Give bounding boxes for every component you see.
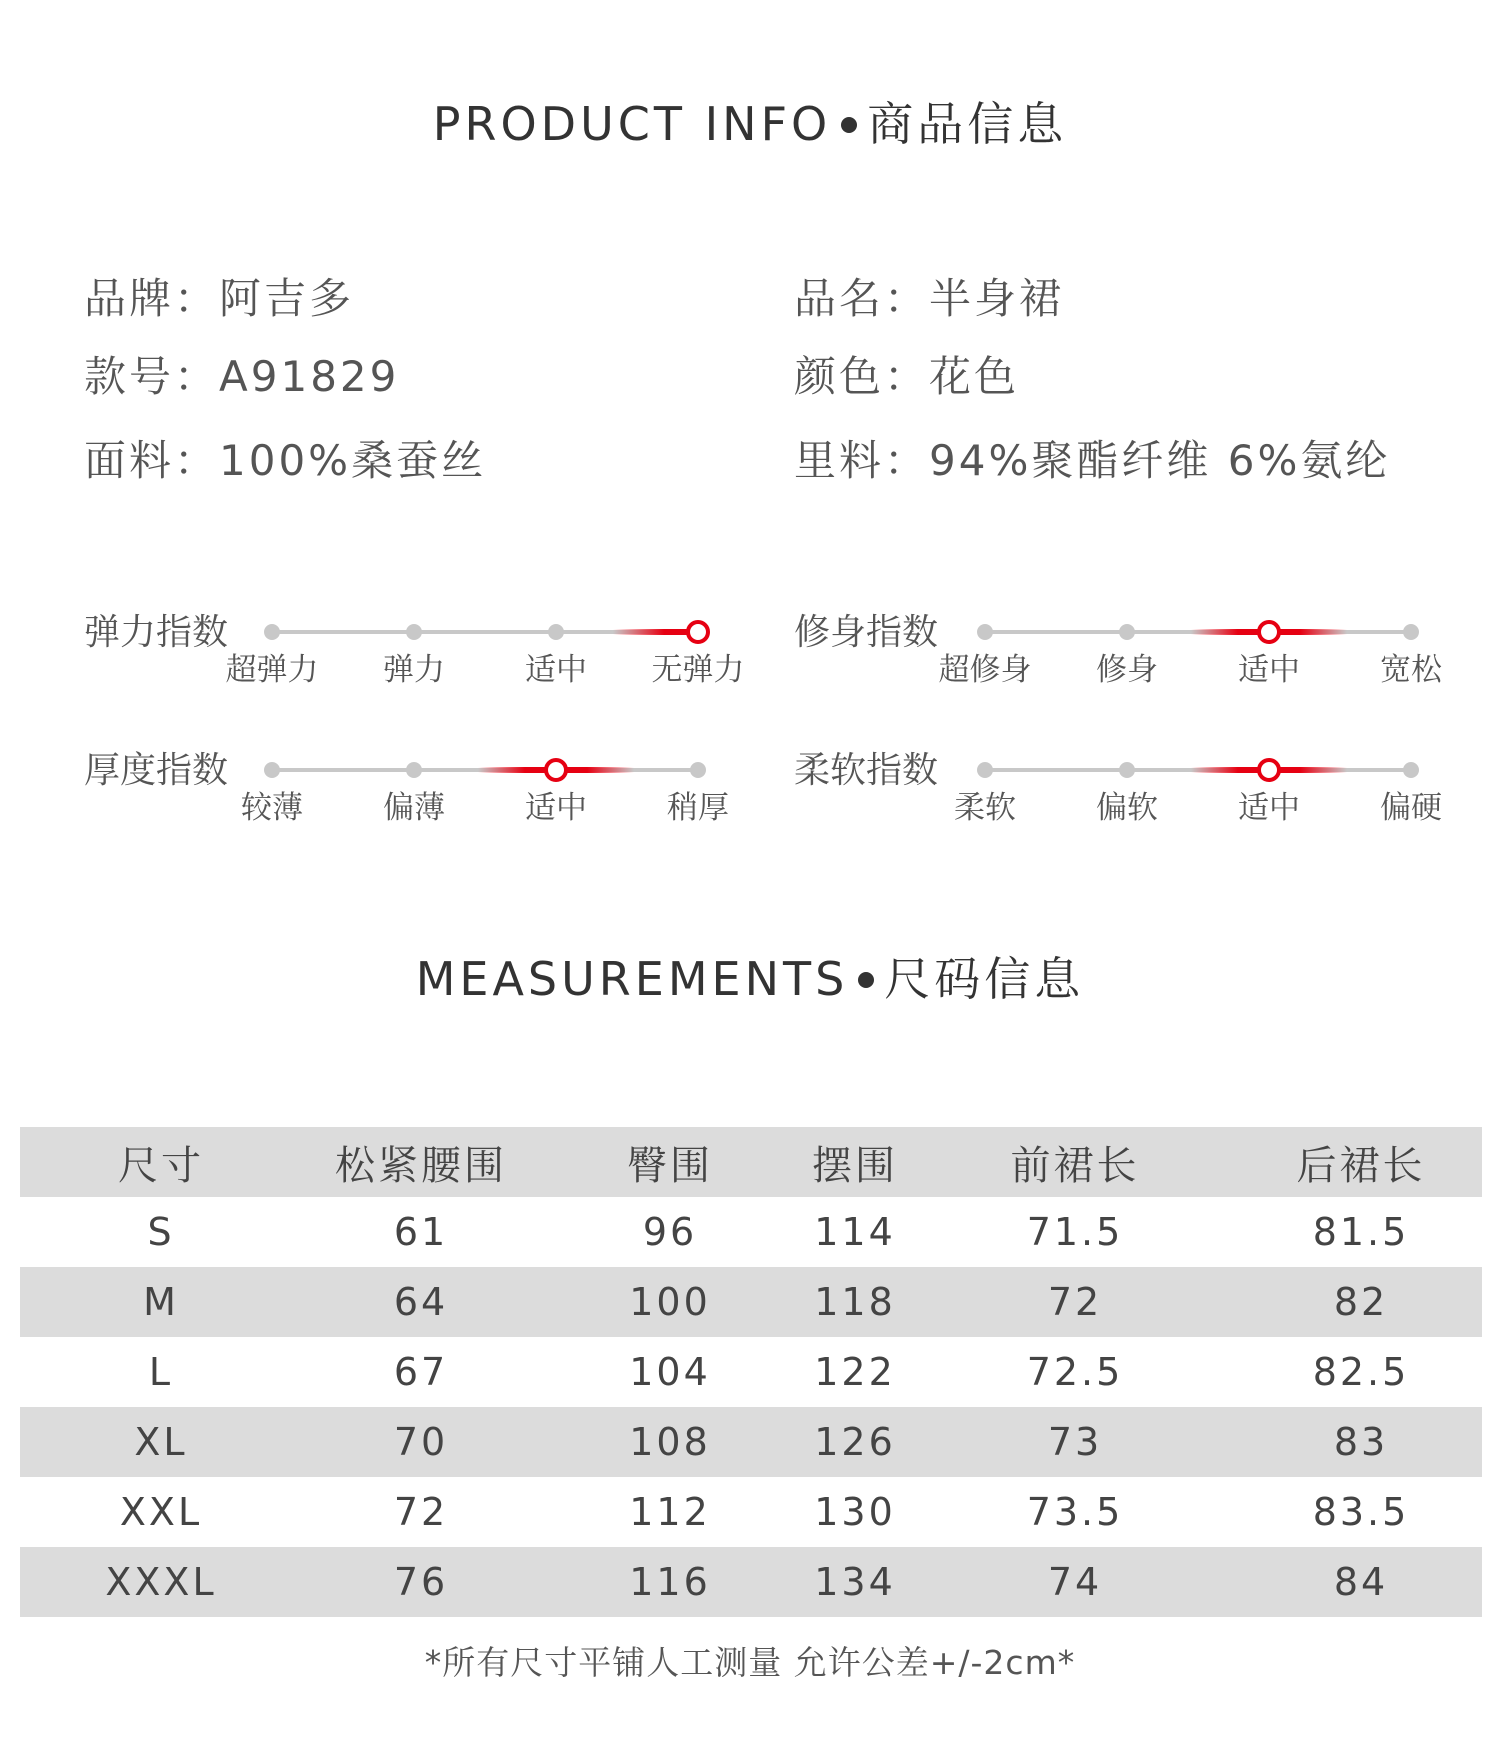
scale-point [977, 762, 993, 778]
info-value: 100%桑蚕丝 [219, 436, 487, 485]
scale-option-label: 适中 [1238, 790, 1300, 826]
header-front-length: 前裙长 [1010, 1142, 1140, 1189]
table-cell: 104 [629, 1350, 711, 1394]
info-label: 品名： [794, 274, 930, 323]
scale-point [264, 762, 280, 778]
table-cell: 83 [1333, 1420, 1389, 1464]
info-fabric [84, 428, 486, 488]
table-row [20, 1267, 1482, 1337]
table-row [20, 1547, 1482, 1617]
scale-option-label: 适中 [525, 790, 587, 826]
scale-point [406, 624, 422, 640]
scale-option-label: 无弹力 [651, 652, 745, 688]
info-color [794, 344, 1019, 404]
table-cell: 82 [1333, 1280, 1389, 1324]
scale-point [548, 624, 564, 640]
table-header-row [20, 1127, 1482, 1197]
scale-option-label: 修身 [1096, 652, 1158, 688]
table-row [20, 1477, 1482, 1547]
table-cell: 114 [814, 1210, 896, 1254]
header-hem: 摆围 [812, 1142, 898, 1189]
info-product-name [794, 266, 1064, 326]
table-cell: 130 [814, 1490, 896, 1534]
table-cell: 74 [1047, 1560, 1103, 1604]
fit-index-scale [938, 620, 1442, 688]
header-size: 尺寸 [118, 1142, 204, 1189]
table-cell: L [148, 1350, 174, 1394]
info-label: 颜色： [794, 352, 930, 401]
scale-point [690, 762, 706, 778]
table-cell: XL [134, 1420, 188, 1464]
table-cell: 100 [629, 1280, 711, 1324]
scale-point [977, 624, 993, 640]
product-info-title-en: PRODUCT INFO [432, 97, 832, 151]
table-cell: 72 [1047, 1280, 1103, 1324]
scale-option-label: 超弹力 [225, 652, 319, 688]
table-cell: 70 [393, 1420, 449, 1464]
info-label: 面料： [84, 436, 220, 485]
table-cell: 126 [814, 1420, 896, 1464]
scale-option-label: 偏软 [1096, 790, 1158, 826]
table-row [20, 1197, 1482, 1267]
elasticity-index-label: 弹力指数 [84, 612, 229, 653]
scale-option-label: 柔软 [954, 790, 1016, 826]
table-cell: 76 [393, 1560, 449, 1604]
scale-point [1403, 624, 1419, 640]
table-cell: 134 [814, 1560, 896, 1604]
table-cell: XXXL [105, 1560, 217, 1604]
scale-selected-marker [1257, 758, 1281, 782]
scale-option-label: 较薄 [241, 790, 303, 826]
info-value: 花色 [929, 352, 1020, 401]
scale-point [1119, 762, 1135, 778]
info-value: 94%聚酯纤维 6%氨纶 [929, 436, 1391, 485]
table-cell: 67 [393, 1350, 449, 1394]
bullet-dot-icon [841, 117, 857, 133]
table-cell: M [143, 1280, 179, 1324]
product-info-title [0, 88, 1500, 154]
header-back-length: 后裙长 [1296, 1142, 1426, 1189]
info-label: 款号： [84, 352, 220, 401]
scale-option-label: 适中 [1238, 652, 1300, 688]
thickness-index-scale [241, 758, 729, 826]
table-cell: 83.5 [1312, 1490, 1410, 1534]
scale-selected-marker [1257, 620, 1281, 644]
info-style-number [84, 344, 399, 404]
scale-selected-marker [686, 620, 710, 644]
table-cell: 71.5 [1026, 1210, 1124, 1254]
info-label: 里料： [794, 436, 930, 485]
table-cell: 96 [642, 1210, 698, 1254]
softness-index-scale [954, 758, 1442, 826]
scale-option-label: 宽松 [1380, 652, 1442, 688]
table-row [20, 1407, 1482, 1477]
product-info-title-cn: 商品信息 [867, 97, 1068, 151]
measurements-title [0, 943, 1500, 1009]
table-cell: 73 [1047, 1420, 1103, 1464]
table-cell: 81.5 [1312, 1210, 1410, 1254]
thickness-index-label: 厚度指数 [84, 750, 229, 791]
size-table [20, 1127, 1482, 1617]
scale-option-label: 适中 [525, 652, 587, 688]
table-cell: XXL [119, 1490, 203, 1534]
scale-option-label: 超修身 [938, 652, 1032, 688]
table-cell: 82.5 [1312, 1350, 1410, 1394]
header-waist: 松紧腰围 [335, 1142, 507, 1189]
info-label: 品牌： [84, 274, 220, 323]
scale-point [1119, 624, 1135, 640]
table-cell: 72 [393, 1490, 449, 1534]
info-value: 半身裙 [929, 274, 1065, 323]
table-cell: 118 [814, 1280, 896, 1324]
fit-index-label: 修身指数 [794, 612, 939, 653]
table-cell: 108 [629, 1420, 711, 1464]
scale-point [406, 762, 422, 778]
scale-option-label: 稍厚 [667, 790, 729, 826]
measurements-title-en: MEASUREMENTS [415, 952, 849, 1006]
table-cell: S [147, 1210, 175, 1254]
scale-option-label: 偏硬 [1380, 790, 1442, 826]
info-brand [84, 266, 354, 326]
table-cell: 64 [393, 1280, 449, 1324]
table-cell: 73.5 [1026, 1490, 1124, 1534]
table-row [20, 1337, 1482, 1407]
table-cell: 112 [629, 1490, 711, 1534]
scale-selected-marker [544, 758, 568, 782]
table-cell: 72.5 [1026, 1350, 1124, 1394]
scale-point [1403, 762, 1419, 778]
elasticity-index-scale [225, 620, 745, 688]
softness-index-label: 柔软指数 [794, 750, 939, 791]
table-cell: 84 [1333, 1560, 1389, 1604]
bullet-dot-icon [858, 972, 874, 988]
table-cell: 122 [814, 1350, 896, 1394]
scale-point [264, 624, 280, 640]
info-lining [794, 428, 1390, 488]
scale-option-label: 弹力 [383, 652, 445, 688]
measurements-title-cn: 尺码信息 [884, 952, 1085, 1006]
table-cell: 116 [629, 1560, 711, 1604]
table-cell: 61 [393, 1210, 449, 1254]
measurement-note: *所有尺寸平铺人工测量 允许公差+/-2cm* [424, 1643, 1076, 1682]
scale-option-label: 偏薄 [383, 790, 445, 826]
info-value: A91829 [219, 352, 400, 401]
header-hip: 臀围 [627, 1142, 713, 1189]
info-value: 阿吉多 [219, 274, 355, 323]
